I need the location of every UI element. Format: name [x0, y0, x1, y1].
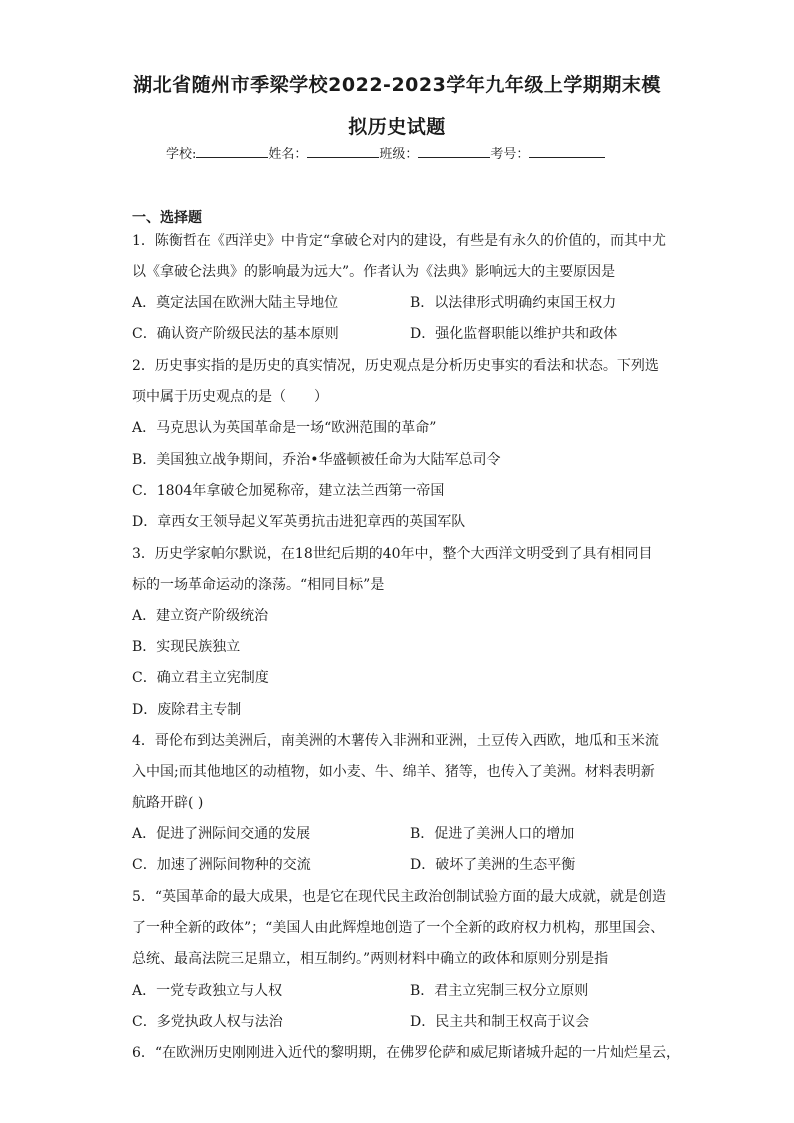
- exam-title-line2: 拟历史试题: [348, 116, 446, 138]
- name-label: 姓名：: [268, 147, 308, 162]
- q3-option-c: C．确立君主立宪制度: [132, 670, 269, 686]
- q4-option-b: B．促进了美洲人口的增加: [410, 826, 575, 842]
- school-blank[interactable]: [196, 145, 268, 158]
- q2-stem-line2: 项中属于历史观点的是（ ）: [132, 389, 328, 405]
- q5-option-b: B．君主立宪制三权分立原则: [410, 983, 589, 999]
- class-blank[interactable]: [418, 145, 490, 158]
- exam-title-line1: 湖北省随州市季梁学校2022-2023学年九年级上学期期末模: [133, 74, 661, 96]
- q1-option-a: A．奠定法国在欧洲大陆主导地位: [132, 295, 339, 311]
- student-info-row: [166, 143, 605, 162]
- q1-stem-line1: 1．陈衡哲在《西洋史》中肯定“拿破仑对内的建设，有些是有永久的价值的，而其中尤: [132, 233, 667, 249]
- name-blank[interactable]: [307, 145, 379, 158]
- q3-stem-line1: 3．历史学家帕尔默说，在18世纪后期的40年中，整个大西洋文明受到了具有相同目: [132, 546, 653, 562]
- q5-stem-line2: 了一种全新的政体”；“美国人由此辉煌地创造了一个全新的政府权力机构，那里国会、: [132, 920, 665, 936]
- q4-stem-line1: 4．哥伦布到达美洲后，南美洲的木薯传入非洲和亚洲，土豆传入西欧，地瓜和玉米流: [132, 733, 659, 749]
- q2-option-b: B．美国独立战争期间，乔治•华盛顿被任命为大陆军总司令: [132, 452, 501, 468]
- q3-option-b: B．实现民族独立: [132, 639, 241, 655]
- q2-option-c: C．1804年拿破仑加冕称帝，建立法兰西第一帝国: [132, 483, 445, 499]
- q2-stem-line1: 2．历史事实指的是历史的真实情况，历史观点是分析历史事实的看法和状态。下列选: [132, 358, 659, 374]
- q3-option-d: D．废除君主专制: [132, 702, 242, 718]
- class-label: 班级：: [379, 147, 419, 162]
- q4-option-d: D．破坏了美洲的生态平衡: [410, 857, 576, 873]
- q4-option-a: A．促进了洲际间交通的发展: [132, 826, 311, 842]
- q4-stem-line3: 航路开辟( ): [132, 795, 204, 811]
- q5-option-a: A．一党专政独立与人权: [132, 983, 283, 999]
- q1-option-b: B．以法律形式明确约束国王权力: [410, 295, 617, 311]
- q3-option-a: A．建立资产阶级统治: [132, 608, 269, 624]
- q5-option-d: D．民主共和制王权高于议会: [410, 1014, 590, 1030]
- q5-option-c: C．多党执政人权与法治: [132, 1014, 283, 1030]
- q5-stem-line3: 总统、最高法院三足鼎立，相互制约。”两则材料中确立的政体和原则分别是指: [132, 951, 609, 967]
- q4-option-c: C．加速了洲际间物种的交流: [132, 857, 311, 873]
- section-title: 一、选择题: [132, 210, 202, 226]
- q6-stem-line1: 6．“在欧洲历史刚刚进入近代的黎明期，在佛罗伦萨和威尼斯诸城升起的一片灿烂星云，: [132, 1045, 681, 1061]
- q2-option-d: D．章西女王领导起义军英勇抗击进犯章西的英国军队: [132, 514, 466, 530]
- q1-option-d: D．强化监督职能以维护共和政体: [410, 326, 618, 342]
- q1-option-c: C．确认资产阶级民法的基本原则: [132, 326, 339, 342]
- q2-option-a: A．马克思认为英国革命是一场“欧洲范围的革命”: [132, 420, 437, 436]
- q3-stem-line2: 标的一场革命运动的涤荡。“相同目标”是: [132, 577, 385, 593]
- q1-stem-line2: 以《拿破仑法典》的影响最为远大”。作者认为《法典》影响远大的主要原因是: [132, 264, 616, 280]
- q5-stem-line1: 5．“英国革命的最大成果，也是它在现代民主政治创制试验方面的最大成就，就是创造: [132, 889, 667, 905]
- id-blank[interactable]: [529, 145, 605, 158]
- id-label: 考号：: [490, 147, 530, 162]
- q4-stem-line2: 入中国;而其他地区的动植物，如小麦、牛、绵羊、猪等，也传入了美洲。材料表明新: [132, 764, 655, 780]
- school-label: 学校:: [166, 147, 197, 162]
